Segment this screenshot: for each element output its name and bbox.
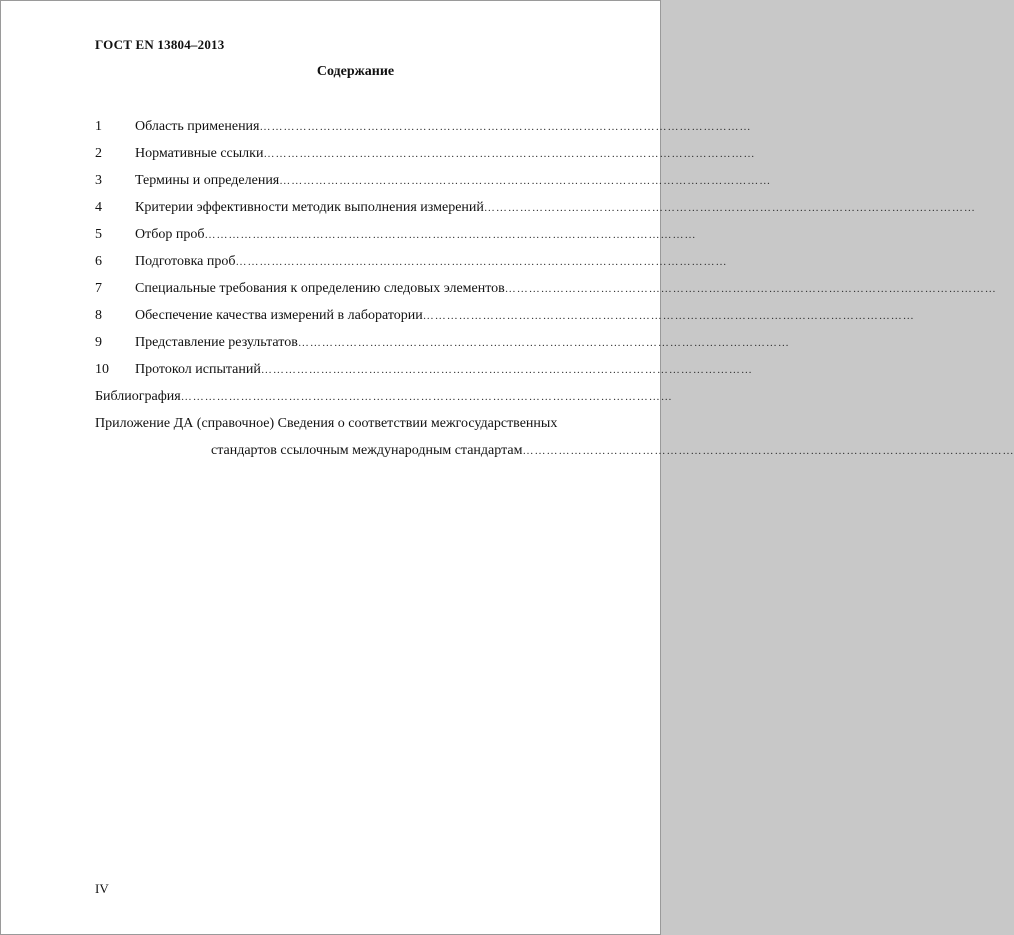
dot-leader: …………………………………………………………………………………………………………… bbox=[235, 256, 728, 268]
toc-entry-number: 4 bbox=[95, 200, 102, 215]
toc-entry-title: Библиография bbox=[95, 389, 181, 404]
toc-entry[interactable] bbox=[95, 117, 752, 144]
toc-entry[interactable] bbox=[95, 306, 915, 333]
document-code: ГОСТ EN 13804–2013 bbox=[95, 37, 225, 52]
toc-entry-number: 1 bbox=[95, 119, 102, 134]
dot-leader: …………………………………………………………………………………………………………… bbox=[180, 391, 673, 403]
toc-entry[interactable] bbox=[95, 252, 728, 279]
dot-leader: …………………………………………………………………………………………………………… bbox=[504, 283, 997, 295]
toc-entry-title: Подготовка проб bbox=[135, 254, 236, 269]
toc-entry-title: Представление результатов bbox=[135, 335, 298, 350]
toc-entry[interactable] bbox=[95, 171, 772, 198]
toc-entry-number: 9 bbox=[95, 335, 102, 350]
toc-entry-title: Область применения bbox=[135, 119, 260, 134]
toc-entry-number: 10 bbox=[95, 362, 109, 377]
toc-entry[interactable] bbox=[95, 360, 753, 387]
toc-entry[interactable] bbox=[95, 198, 976, 225]
dot-leader: …………………………………………………………………………………………………………… bbox=[263, 148, 756, 160]
toc-entry-number: 7 bbox=[95, 281, 102, 296]
dot-leader: …………………………………………………………………………………………………………… bbox=[279, 175, 772, 187]
dot-leader: …………………………………………………………………………………………………………… bbox=[522, 445, 1014, 457]
toc-entry-title: Критерии эффективности методик выполнения измерений bbox=[135, 200, 484, 215]
toc-entry[interactable] bbox=[95, 144, 756, 171]
toc-entry-number: 2 bbox=[95, 146, 102, 161]
page-number: IV bbox=[95, 881, 109, 896]
dot-leader: …………………………………………………………………………………………………………… bbox=[297, 337, 790, 349]
dot-leader: …………………………………………………………………………………………………………… bbox=[259, 121, 752, 133]
toc-entry[interactable] bbox=[95, 279, 997, 306]
toc-entry-number: 5 bbox=[95, 227, 102, 242]
table-of-contents bbox=[95, 117, 1014, 464]
dot-leader: …………………………………………………………………………………………………………… bbox=[260, 364, 753, 376]
toc-entry[interactable] bbox=[95, 225, 697, 252]
dot-leader: …………………………………………………………………………………………………………… bbox=[483, 202, 976, 214]
dot-leader: …………………………………………………………………………………………………………… bbox=[422, 310, 915, 322]
toc-entry-title: Специальные требования к определению следовых элементов bbox=[135, 281, 505, 296]
toc-title: Содержание bbox=[316, 64, 395, 79]
toc-entry-appendix[interactable] bbox=[95, 414, 1014, 464]
toc-entry-bibliography[interactable] bbox=[95, 387, 673, 414]
dot-leader: …………………………………………………………………………………………………………… bbox=[204, 229, 697, 241]
toc-entry-title: Термины и определения bbox=[135, 173, 280, 188]
toc-entry-number: 6 bbox=[95, 254, 102, 269]
appendix-title-line2: стандартов ссылочным международным стандартам bbox=[211, 443, 523, 458]
toc-entry-title: Обеспечение качества измерений в лаборатории bbox=[135, 308, 423, 323]
toc-entry-number: 3 bbox=[95, 173, 102, 188]
toc-entry-title: Отбор проб bbox=[135, 227, 205, 242]
toc-entry[interactable] bbox=[95, 333, 790, 360]
appendix-title-line1: Приложение ДА (справочное) Сведения о соответствии межгосударственных bbox=[95, 416, 558, 431]
toc-entry-number: 8 bbox=[95, 308, 102, 323]
toc-entry-title: Протокол испытаний bbox=[135, 362, 261, 377]
toc-entry-title: Нормативные ссылки bbox=[135, 146, 264, 161]
